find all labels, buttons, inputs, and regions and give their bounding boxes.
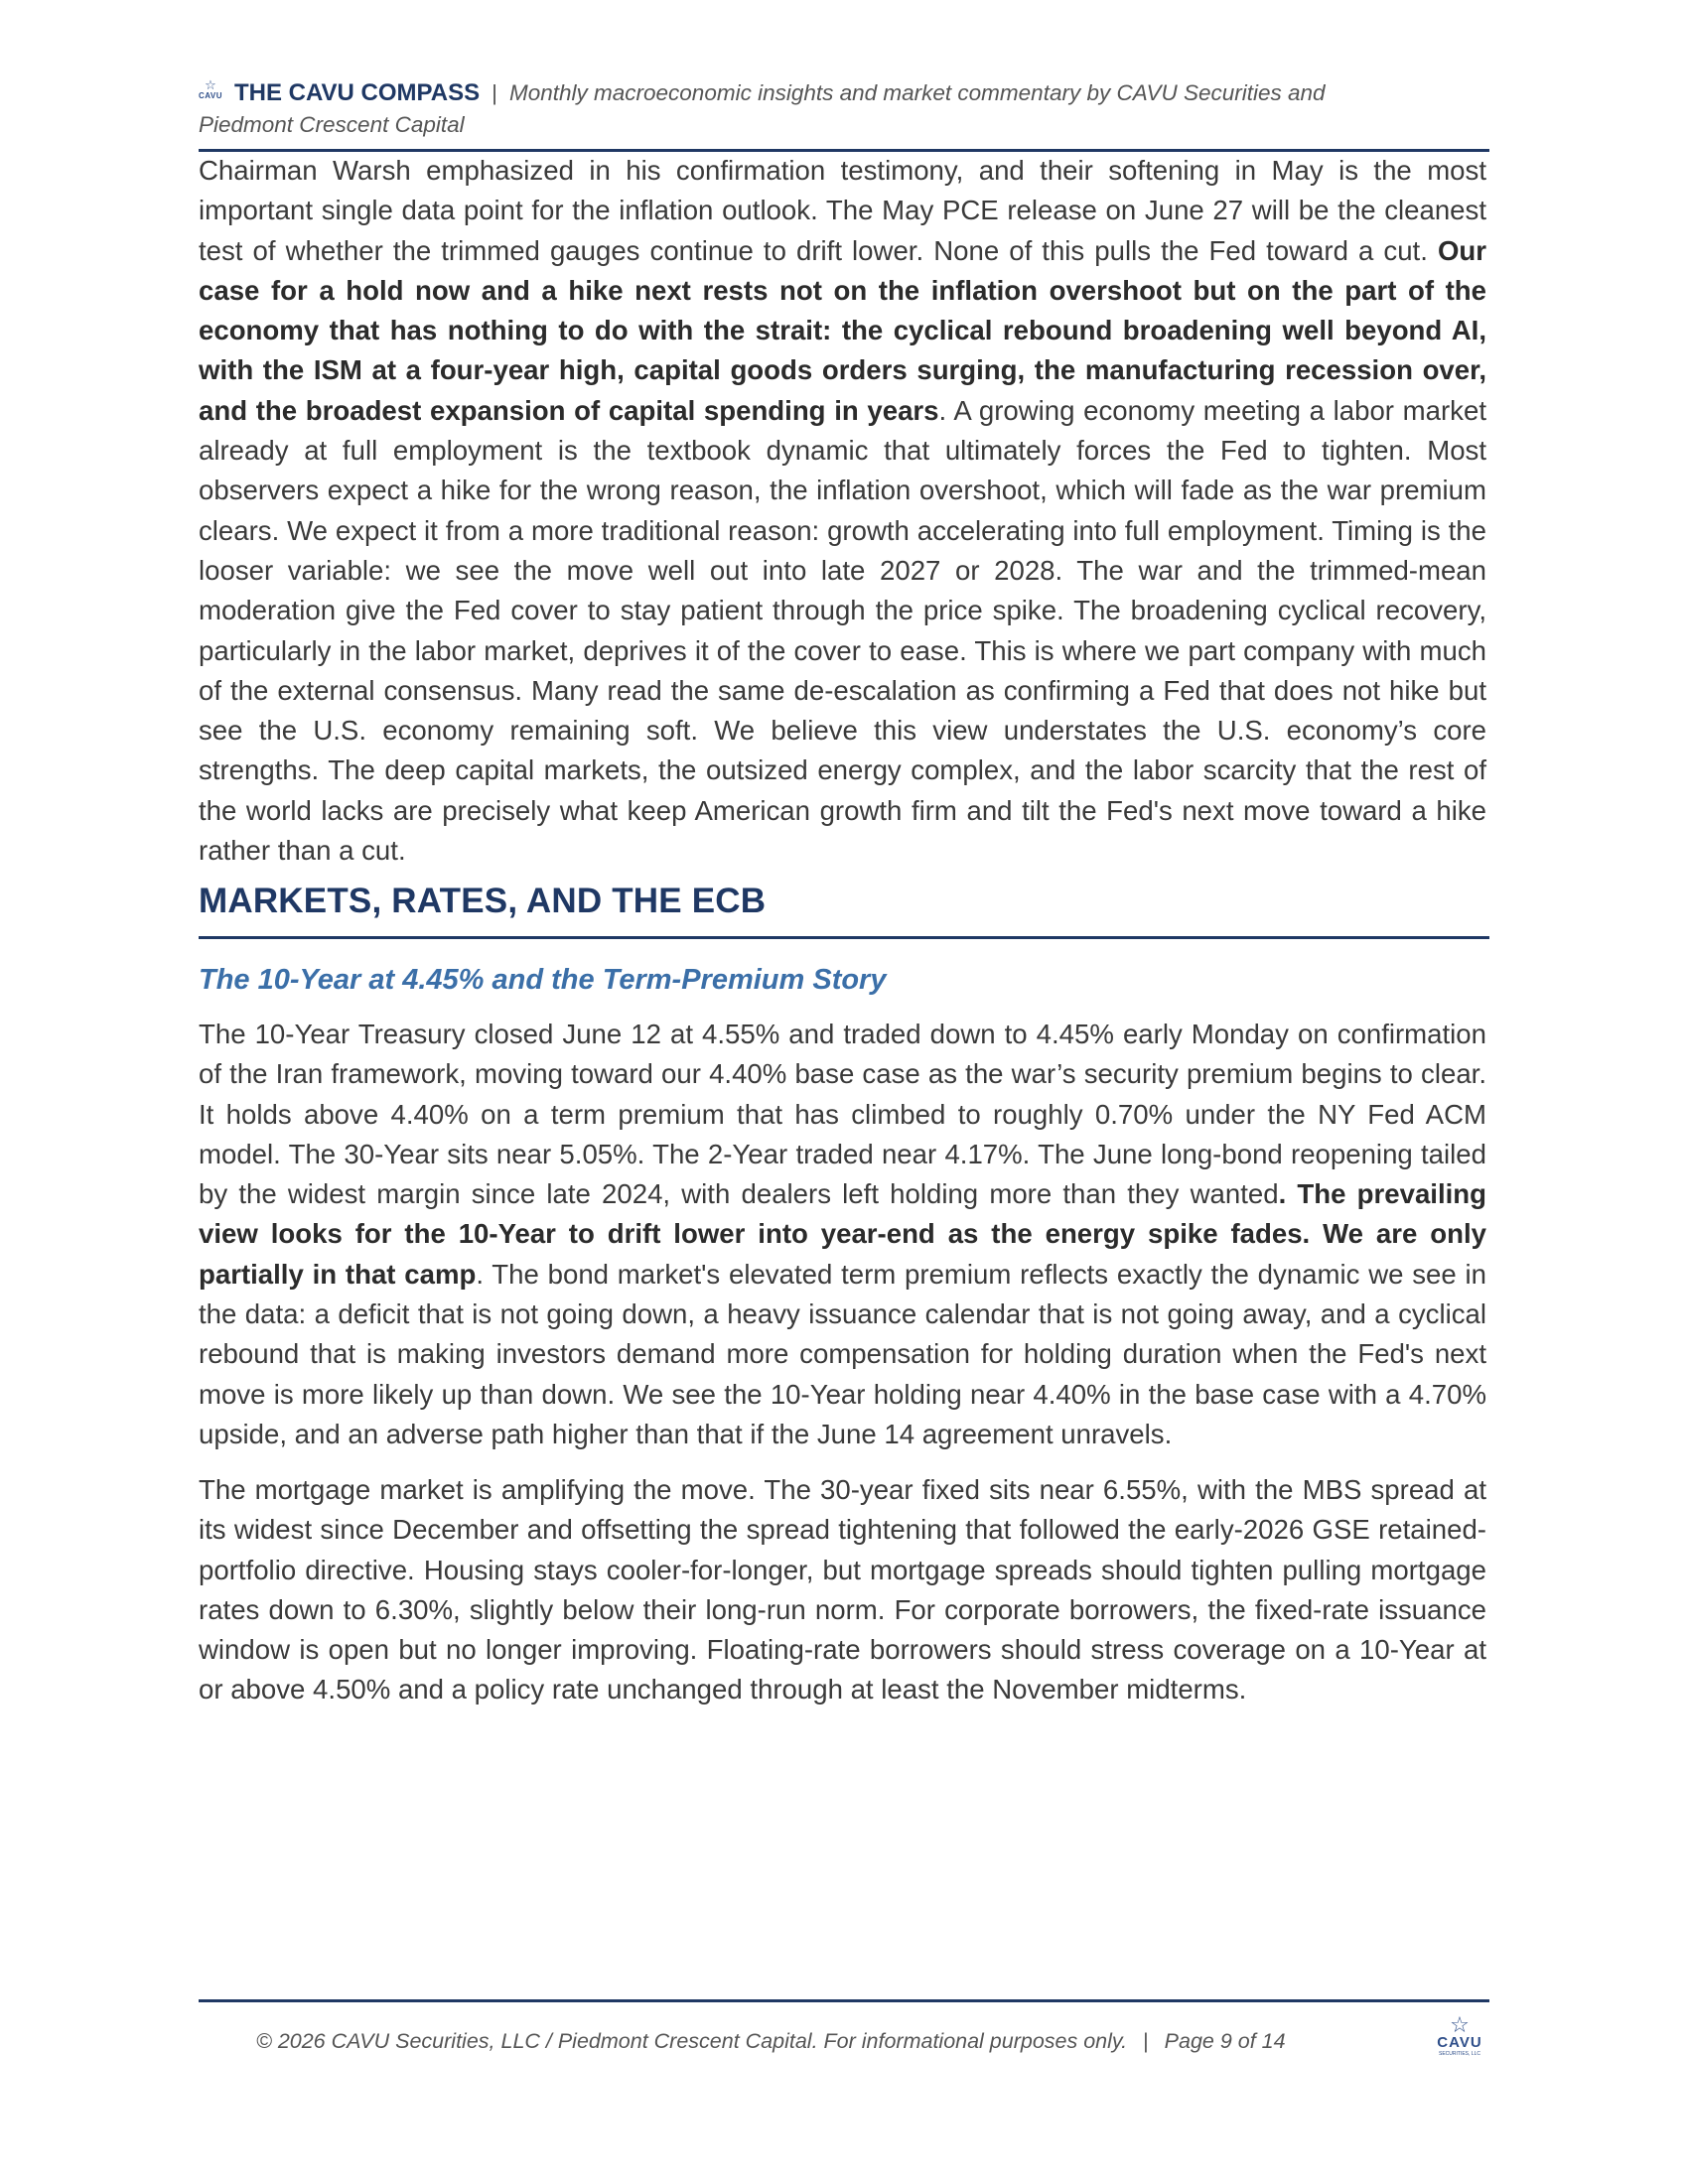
section-title: MARKETS, RATES, AND THE ECB <box>199 882 767 920</box>
intro-text-c: . A growing economy meeting a labor market already at full employment is the textbook dynamic that ultimately forces the Fed to tighten. Most observers expect a hike for the wrong reason, the inflation overshoot, which will fade as the war premium clears. We expect it from a more traditional reason: growth accelerating into full employment. Timing is the looser variable: we see the move well out into late 2027 or 2028. The war and the trimmed-mean moderation give the Fed cover to stay patient through the price spike. The broadening cyclical recovery, particularly in the labor market, deprives it of the cover to ease. This is where we part company with much of the external consensus. Many read the same de-escalation as confirming a Fed that does not hike but see the U.S. economy remaining soft. We believe this view understates the U.S. economy’s core strengths. The deep capital markets, the outsized energy complex, and the labor scarcity that the rest of the world lacks are precisely what keep American growth firm and tilt the Fed's next move toward a hike rather than a cut. <box>199 394 1486 867</box>
footer-logo-icon <box>1430 2012 1489 2071</box>
footer-logo-subtext: SECURITIES, LLC <box>1439 2051 1480 2057</box>
footer-separator: | <box>1143 2029 1149 2053</box>
logo-wordmark: CAVU <box>198 91 223 100</box>
section-divider <box>199 936 1489 939</box>
rates-text-a: The 10-Year Treasury closed June 12 at 4.55% and traded down to 4.45% early Monday on confirmation of the Iran framework, moving toward our 4.40% base case as the war’s security premium begins to clear. It holds above 4.40% on a term premium that has climbed to roughly 0.70% under the NY Fed ACM model. The 30-Year sits near 5.05%. The 2-Year traded near 4.17%. The June long-bond reopening tailed by the widest margin since late 2024, with dealers left holding more than they wanted <box>199 1019 1486 1210</box>
header-separator: | <box>492 80 497 105</box>
star-icon: ☆ <box>205 77 216 92</box>
publication-tagline-continued: Piedmont Crescent Capital <box>199 112 465 137</box>
footer-logo-wordmark: CAVU <box>1437 2034 1482 2051</box>
rates-text-c: . The bond market's elevated term premium reflects exactly the dynamic we see in the data: a deficit that is not going down, a heavy issuance calendar that is not going away, and a cyclical rebound that is making investors demand more compensation for holding duration when the Fed's next move is more likely up than down. We see the 10-Year holding near 4.40% in the base case with a 4.70% upside, and an adverse path higher than that if the June 14 agreement unravels. <box>199 1258 1487 1449</box>
intro-text-a: Chairman Warsh emphasized in his confirmation testimony, and their softening in May is the most important single data point for the inflation outlook. The May PCE release on June 27 will be the cleanest test of whether the trimmed gauges continue to drift lower. None of this pulls the Fed toward a cut. <box>199 155 1486 266</box>
mortgage-paragraph: The mortgage market is amplifying the move. The 30-year fixed sits near 6.55%, with the MBS spread at its widest since December and offsetting the spread tightening that followed the early-2026 GSE retained-portfolio directive. Housing stays cooler-for-longer, but mortgage spreads should tighten pulling mortgage rates down to 6.30%, slightly below their long-run norm. For corporate borrowers, the fixed-rate issuance window is open but no longer improving. Floating-rate borrowers should stress coverage on a 10-Year at or above 4.50% and a policy rate unchanged through at least the November midterms. <box>199 1474 1486 1706</box>
intro-section <box>199 151 1486 871</box>
publication-tagline: Monthly macroeconomic insights and market commentary by CAVU Securities and <box>508 80 1326 105</box>
copyright-notice: © 2026 CAVU Securities, LLC / Piedmont Crescent Capital. For informational purposes only. <box>256 2029 1128 2053</box>
page-header <box>199 77 1489 141</box>
rates-bold-text: . The prevailing view looks for the 10-Year to drift lower into year-end as the energy spike fades. We are only partially in that camp <box>199 1178 1486 1290</box>
page-footer <box>256 2029 1286 2054</box>
rates-section <box>199 1015 1486 1454</box>
publication-title: THE CAVU COMPASS <box>234 79 481 106</box>
page-number: Page 9 of 14 <box>1164 2029 1286 2053</box>
footer-star-icon: ☆ <box>1450 2012 1470 2037</box>
cavu-logo-icon <box>199 79 222 107</box>
subsection-heading: The 10-Year at 4.45% and the Term-Premium Story <box>199 964 887 996</box>
intro-bold-text: Our case for a hold now and a hike next rests not on the inflation overshoot but on the part of the economy that has nothing to do with the strait: the cyclical rebound broadening well beyond AI, with the ISM at a four-year high, capital goods orders surging, the manufacturing recession over, and the broadest expansion of capital spending in years <box>199 234 1486 426</box>
mortgage-section <box>199 1470 1486 1710</box>
rates-paragraph <box>199 1015 1486 1454</box>
intro-paragraph <box>199 151 1486 871</box>
header-line <box>199 77 1489 109</box>
footer-divider <box>199 1999 1489 2002</box>
